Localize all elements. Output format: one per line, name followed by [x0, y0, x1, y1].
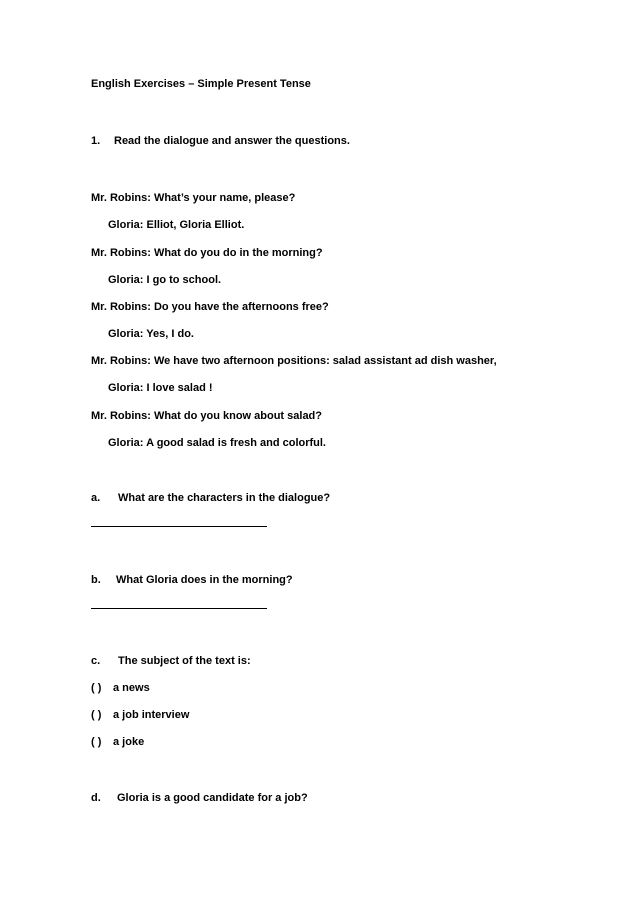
question-c-text: The subject of the text is: — [118, 655, 251, 667]
dialogue-line-gloria: Gloria: Yes, I do. — [108, 328, 194, 340]
dialogue-line-gloria: Gloria: I love salad ! — [108, 382, 213, 394]
dialogue-line-robins: Mr. Robins: What do you do in the morning? — [91, 247, 323, 259]
dialogue-line-gloria: Gloria: A good salad is fresh and colorful. — [108, 437, 326, 449]
question-a-letter: a. — [91, 492, 101, 504]
question-d-letter: d. — [91, 792, 101, 804]
option-a-news: a news — [113, 682, 150, 694]
dialogue-line-robins: Mr. Robins: We have two afternoon positions: salad assistant ad dish washer, — [91, 355, 497, 367]
exercise-instruction: Read the dialogue and answer the questions. — [114, 135, 350, 147]
exercise-number: 1. — [91, 135, 101, 147]
answer-line-b[interactable] — [91, 608, 267, 609]
question-d-text: Gloria is a good candidate for a job? — [117, 792, 308, 804]
question-a-text: What are the characters in the dialogue? — [118, 492, 331, 504]
dialogue-line-gloria: Gloria: I go to school. — [108, 274, 222, 286]
page-title: English Exercises – Simple Present Tense — [91, 78, 311, 90]
dialogue-line-robins: Mr. Robins: Do you have the afternoons free? — [91, 301, 329, 313]
option-bracket[interactable]: ( ) — [91, 682, 102, 694]
question-b-letter: b. — [91, 574, 101, 586]
option-job-interview: a job interview — [113, 709, 190, 721]
question-c-letter: c. — [91, 655, 101, 667]
option-bracket[interactable]: ( ) — [91, 736, 102, 748]
dialogue-line-robins: Mr. Robins: What’s your name, please? — [91, 192, 296, 204]
dialogue-line-gloria: Gloria: Elliot, Gloria Elliot. — [108, 219, 245, 231]
question-b-text: What Gloria does in the morning? — [116, 574, 293, 586]
option-a-joke: a joke — [113, 736, 145, 748]
answer-line-a[interactable] — [91, 526, 267, 527]
option-bracket[interactable]: ( ) — [91, 709, 102, 721]
dialogue-line-robins: Mr. Robins: What do you know about salad? — [91, 410, 322, 422]
